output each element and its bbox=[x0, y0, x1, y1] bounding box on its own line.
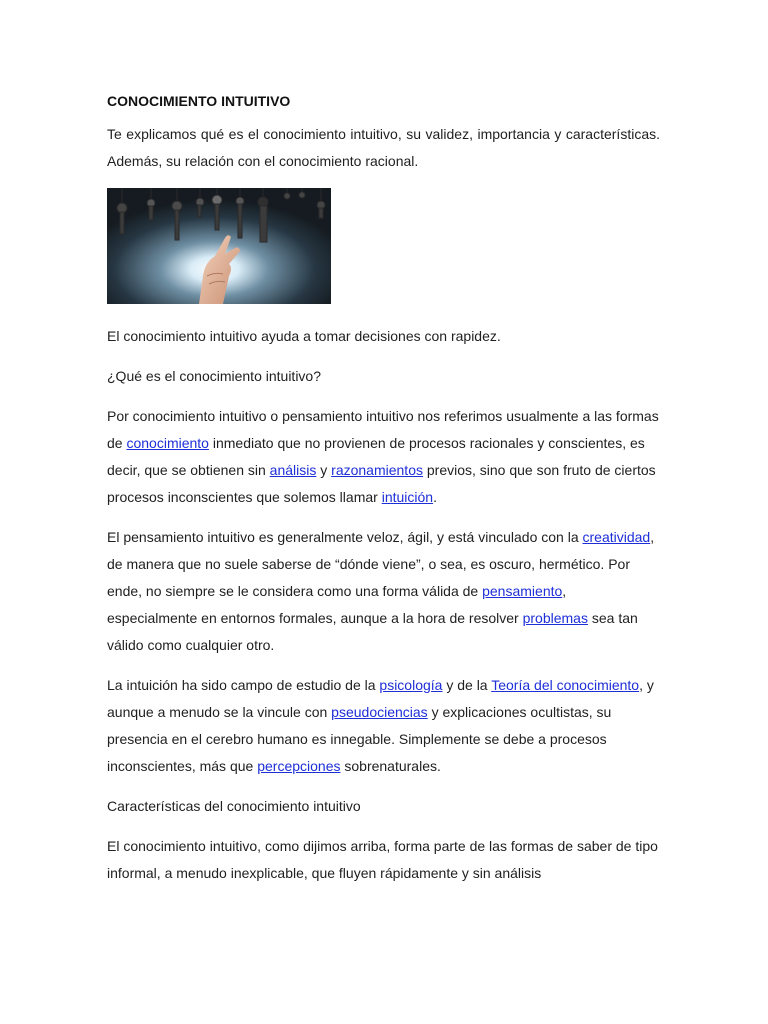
link-pseudociencias[interactable]: pseudociencias bbox=[331, 704, 428, 720]
link-percepciones[interactable]: percepciones bbox=[257, 758, 341, 774]
paragraph-study bbox=[107, 672, 660, 780]
text-run: y de la bbox=[442, 677, 492, 693]
link-pensamiento[interactable]: pensamiento bbox=[482, 583, 563, 599]
page-title: CONOCIMIENTO INTUITIVO bbox=[107, 93, 291, 109]
link-psicologia[interactable]: psicología bbox=[379, 677, 443, 693]
text-run: inmediato que no provienen de procesos racionales y conscientes, es decir, que se obtienen sin bbox=[107, 435, 645, 478]
text-run: La intuición ha sido campo de estudio de la bbox=[107, 677, 380, 693]
link-teoria-del-conocimiento[interactable]: Teoría del conocimiento bbox=[491, 677, 640, 693]
text-run: sea tan válido como cualquier otro. bbox=[107, 610, 638, 653]
link-razonamientos[interactable]: razonamientos bbox=[331, 462, 423, 478]
section-heading-what-is: ¿Qué es el conocimiento intuitivo? bbox=[107, 368, 321, 384]
text-run: , y aunque a menudo se la vincule con bbox=[107, 677, 654, 720]
text-run: . bbox=[433, 489, 437, 505]
document-page bbox=[107, 91, 660, 900]
keys-and-hand-illustration-icon bbox=[107, 188, 331, 304]
text-run: y bbox=[316, 462, 332, 478]
paragraph-features: El conocimiento intuitivo, como dijimos arriba, forma parte de las formas de saber de tipo informal, a menudo inexplicable, que fluyen rápidamente y sin análisis bbox=[107, 838, 658, 881]
text-run: Por conocimiento intuitivo o pensamiento intuitivo nos referimos usualmente a las formas de bbox=[107, 408, 659, 451]
text-run: y explicaciones ocultistas, su presencia en el cerebro humano es innegable. Simplemente se debe a procesos inconscientes, más que bbox=[107, 704, 612, 774]
text-run: , de manera que no suele saberse de “dónde viene”, o sea, es oscuro, hermético. Por ende, no siempre se le considera como una forma válida de bbox=[107, 529, 655, 599]
text-run: El pensamiento intuitivo es generalmente veloz, ágil, y está vinculado con la bbox=[107, 529, 583, 545]
paragraph-speed bbox=[107, 524, 660, 659]
intro-paragraph: Te explicamos qué es el conocimiento intuitivo, su validez, importancia y características. Además, su relación con el conocimiento racional. bbox=[107, 126, 660, 169]
link-intuicion[interactable]: intuición bbox=[381, 489, 434, 505]
image-caption: El conocimiento intuitivo ayuda a tomar decisiones con rapidez. bbox=[107, 328, 501, 344]
text-run: previos, sino que son fruto de ciertos procesos inconscientes que solemos llamar bbox=[107, 462, 656, 505]
text-run: sobrenaturales. bbox=[340, 758, 441, 774]
link-creatividad[interactable]: creatividad bbox=[582, 529, 651, 545]
hero-image bbox=[107, 188, 331, 304]
section-heading-features: Características del conocimiento intuitivo bbox=[107, 798, 361, 814]
link-analisis[interactable]: análisis bbox=[269, 462, 317, 478]
text-run: , especialmente en entornos formales, aunque a la hora de resolver bbox=[107, 583, 567, 626]
link-conocimiento[interactable]: conocimiento bbox=[126, 435, 209, 451]
paragraph-definition bbox=[107, 403, 660, 511]
link-problemas[interactable]: problemas bbox=[522, 610, 588, 626]
